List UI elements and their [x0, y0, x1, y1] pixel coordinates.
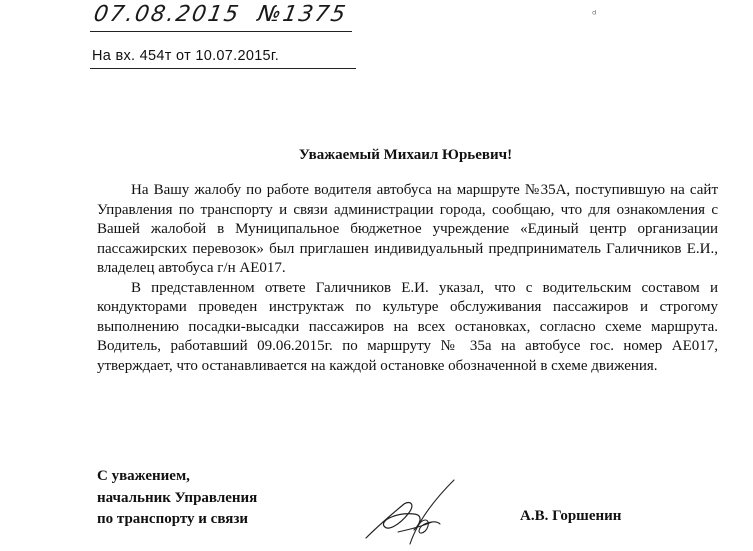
paragraph-2: В представленном ответе Галичников Е.И. указал, что с водительским составом и кондукторами проведен инструктаж по культуре обслуживания пассажиров и строгому выполнению посадки-высадки пассажиров на всех остановках, согласно схеме маршрута. Водитель, работавший 09.06.2015г. по маршруту № 35а на автобусе гос. номер АЕ017, утверждает, что останавливается на каждой остановке обозначенной в схеме движения. [97, 279, 718, 374]
handwritten-registration [91, 2, 350, 27]
position-line-1: начальник Управления [97, 489, 258, 506]
signature-block [97, 466, 257, 531]
corner-mark: ᵈ [592, 8, 597, 21]
greeting: Уважаемый Михаил Юрьевич! [298, 147, 513, 163]
incoming-reference: На вх. 454т от 10.07.2015г. [92, 48, 280, 64]
reference-underline [90, 68, 356, 69]
letter-body [97, 181, 718, 376]
handwritten-signature [358, 474, 468, 550]
handwritten-number: №1375 [255, 2, 350, 27]
date-underline [90, 31, 352, 32]
position-line-2: по транспорту и связи [97, 511, 249, 527]
paragraph-1: На Вашу жалобу по работе водителя автобуса на маршруте №35А, поступившую на сайт Управления по транспорту и связи администрации города, сообщаю, что для ознакомления с Вашей жалобой в Муниципальное бюджетное учреждение «Единый центр организации пассажирских перевозок» был приглашен индивидуальный предприниматель Галичников Е.И., владелец автобуса г/н АЕ017. [97, 182, 718, 276]
closing: С уважением, [97, 468, 190, 484]
handwritten-date: 07.08.2015 [91, 2, 243, 27]
signer-name: А.В. Горшенин [520, 508, 622, 524]
